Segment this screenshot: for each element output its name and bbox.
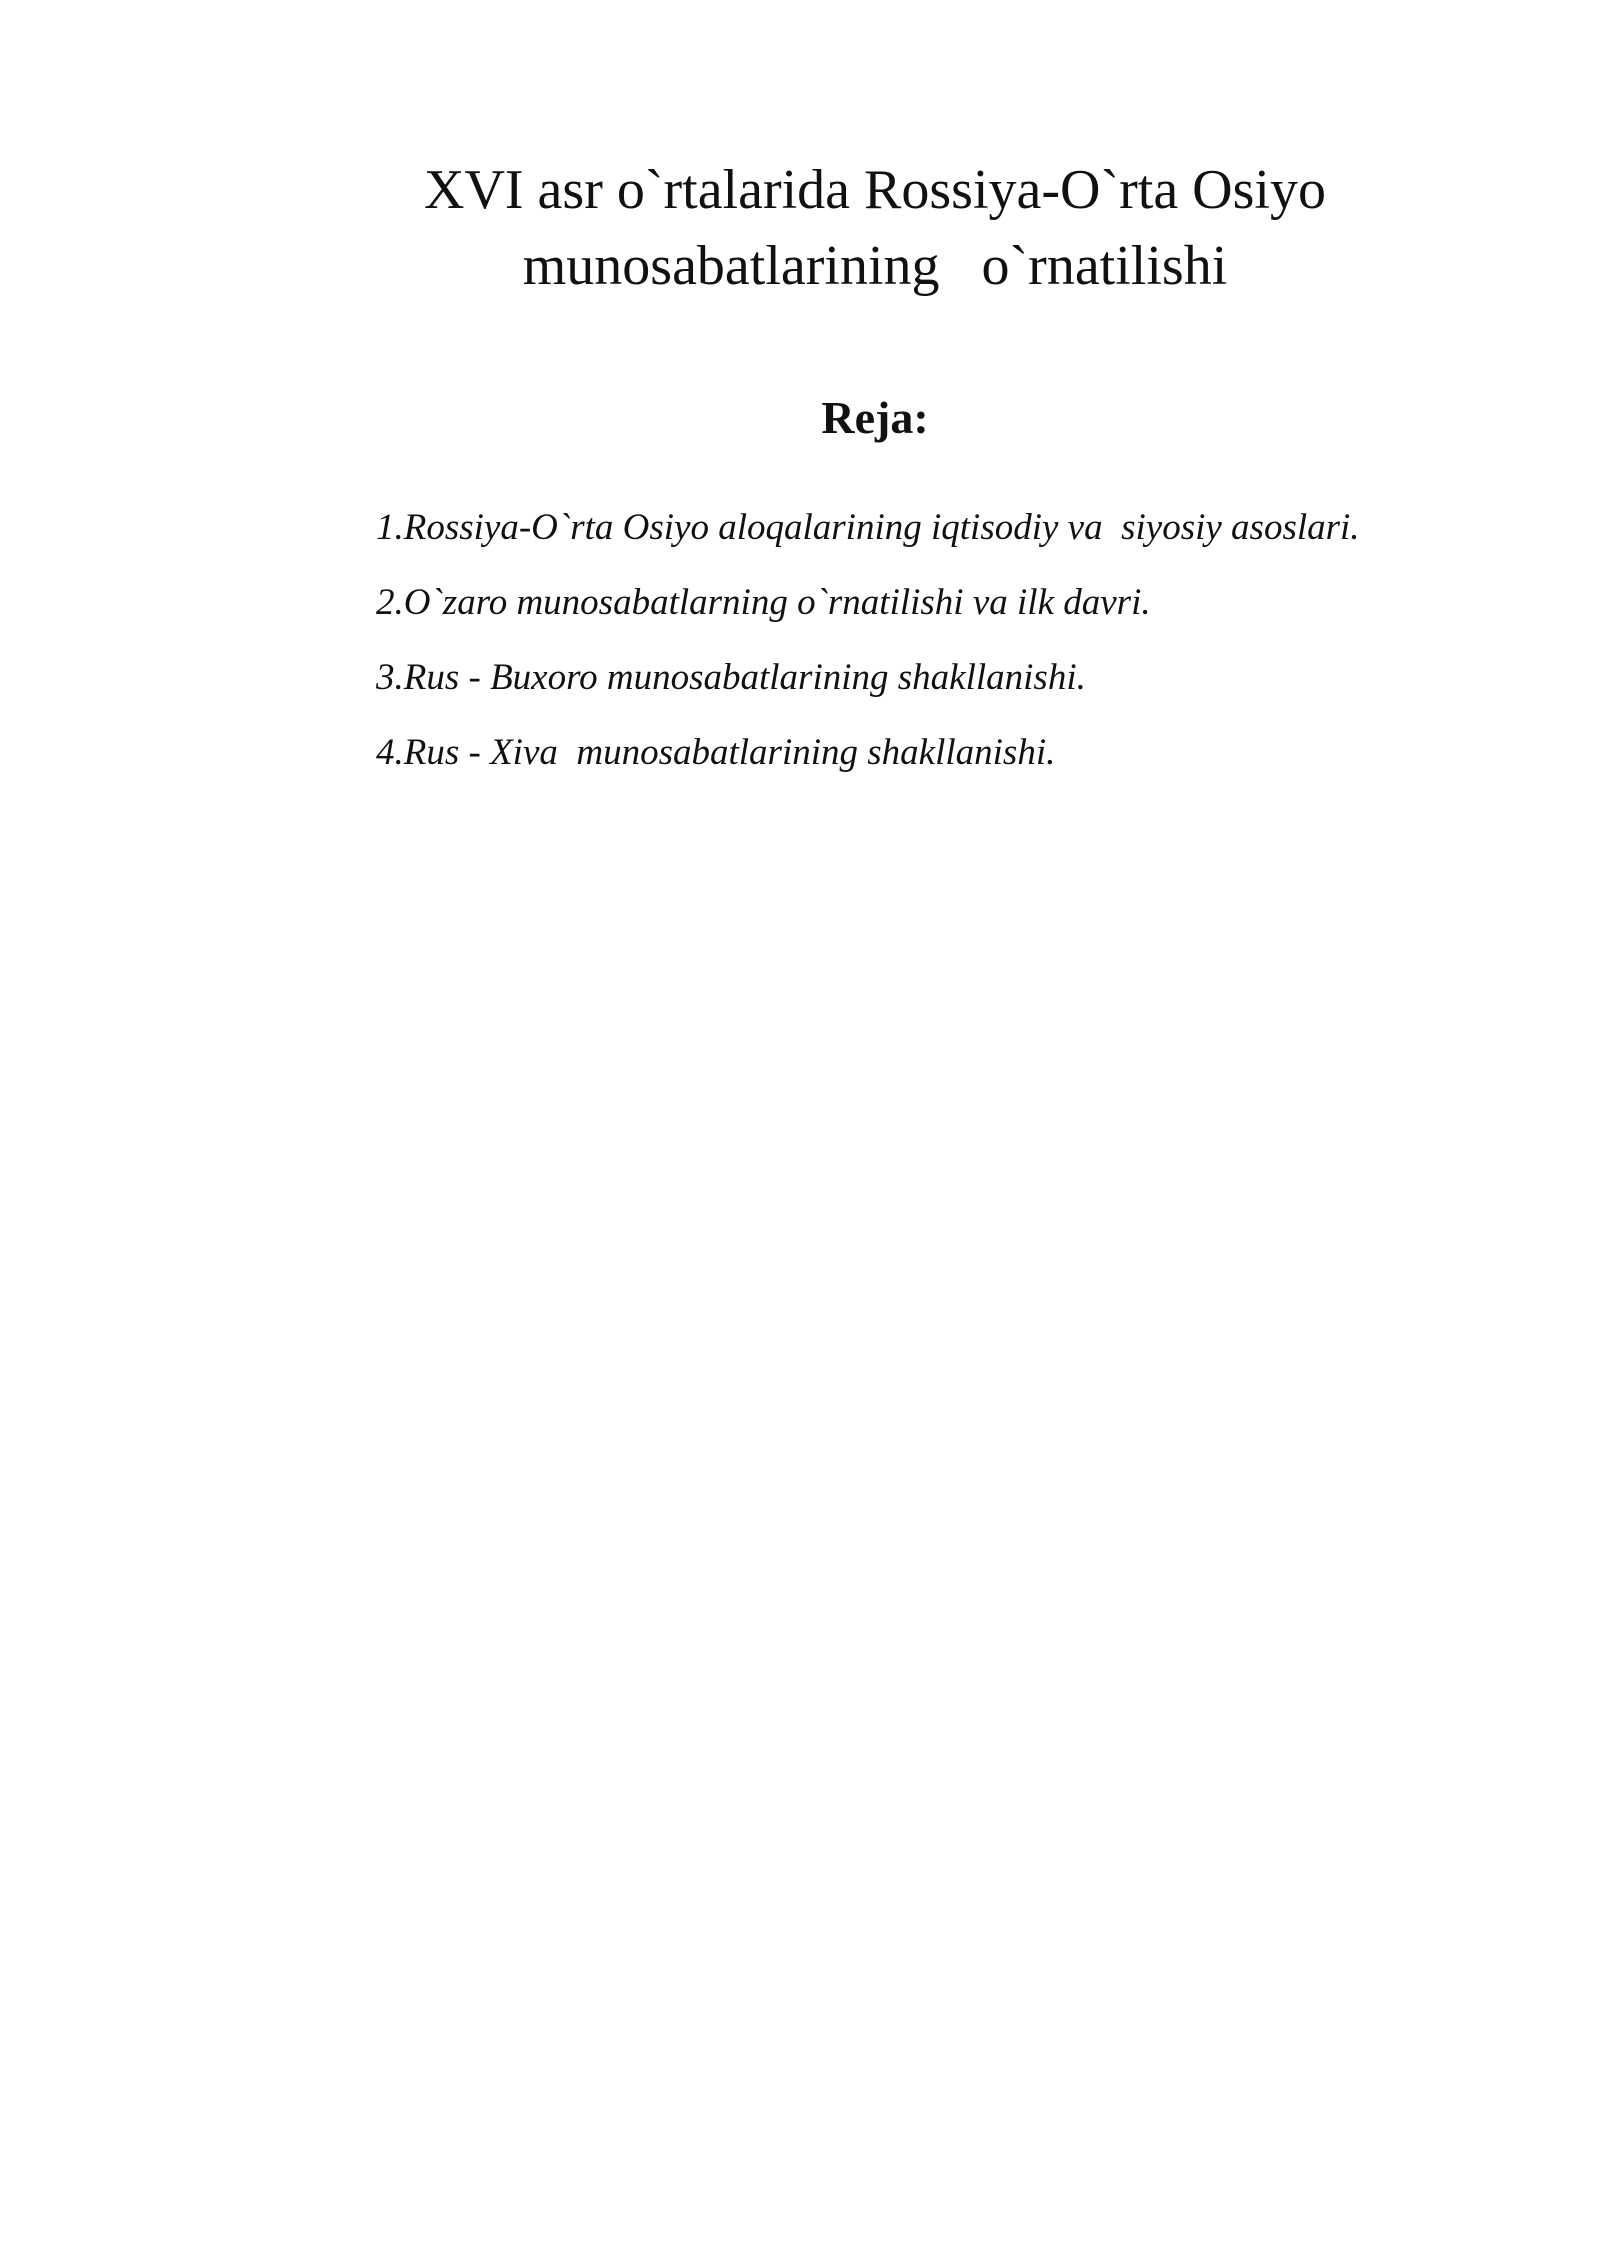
document-title <box>0 152 1600 304</box>
plan-list <box>376 490 1360 790</box>
plan-item-1: 1.Rossiya-O`rta Osiyo aloqalarining iqtisodiy va siyosiy asoslari. <box>376 507 1360 548</box>
title-line-1: XVI asr o`rtalarida Rossiya-O`rta Osiyo <box>424 159 1326 221</box>
plan-item-2: 2.O`zaro munosabatlarning o`rnatilishi va ilk davri. <box>376 582 1151 623</box>
plan-item-4: 4.Rus - Xiva munosabatlarining shakllanishi. <box>376 732 1056 773</box>
plan-heading: Reja: <box>821 392 929 443</box>
plan-item-3: 3.Rus - Buxoro munosabatlarining shakllanishi. <box>376 657 1086 698</box>
title-line-2: munosabatlarining o`rnatilishi <box>522 235 1228 297</box>
